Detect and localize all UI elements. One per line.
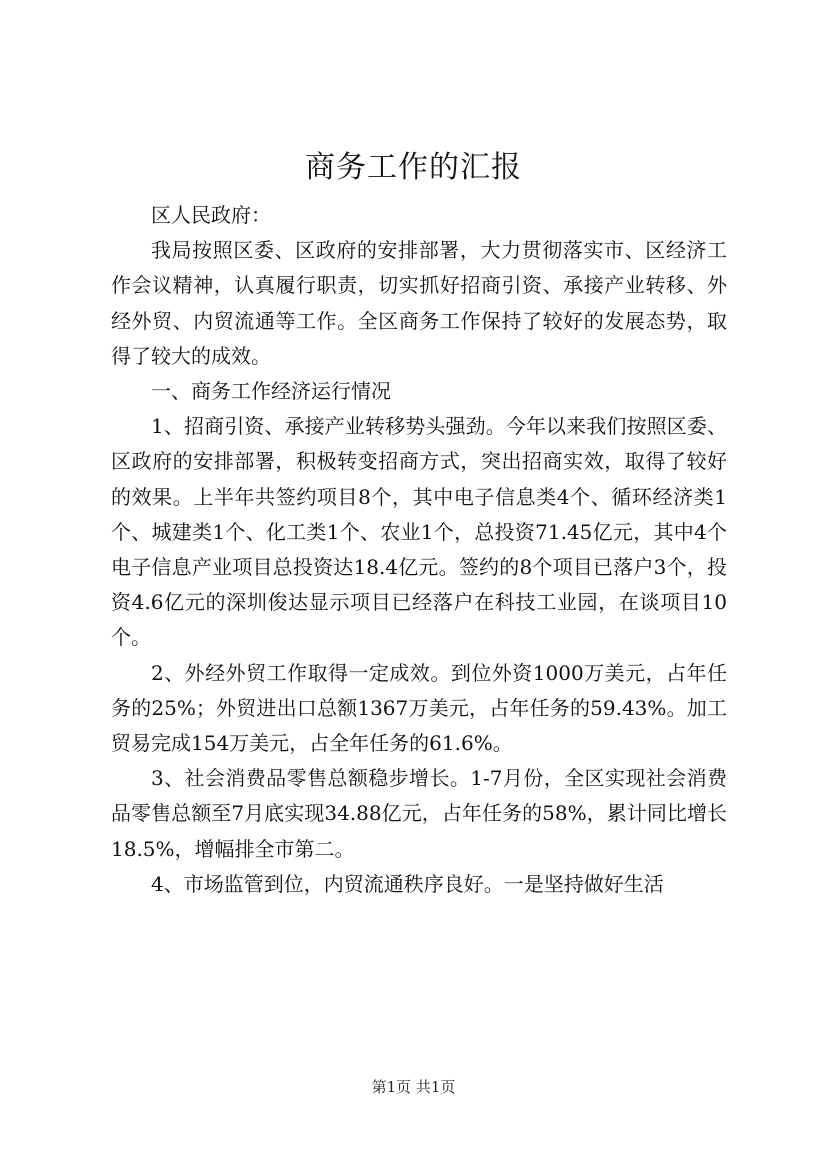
salutation: 区人民政府： (151, 203, 271, 227)
document-body (111, 198, 727, 902)
section-heading: 一、商务工作经济运行情况 (151, 379, 391, 404)
paragraph-investment: 1、招商引资、承接产业转移势头强劲。今年以来我们按照区委、区政府的安排部署，积极转变招商方式，突出招商实效，取得了较好的效果。上半年共签约项目8个，其中电子信息类4个、循环经济类1个、城建类1个、化工类1个、农业1个，总投资71.45亿元，其中4个电子信息产业项目总投资达18.4亿元。签约的8个项目已落户3个，投资4.6亿元的深圳俊达显示项目已经落户在科技工业园，在谈项目10个。 (111, 414, 727, 650)
paragraph-market-supervision: 4、市场监管到位，内贸流通秩序良好。一是坚持做好生活 (151, 871, 664, 896)
paragraph-retail-sales: 3、社会消费品零售总额稳步增长。1-7月份，全区实现社会消费品零售总额至7月底实现34.88亿元，占年任务的58%，累计同比增长18.5%，增幅排全市第二。 (111, 766, 727, 861)
document-title: 商务工作的汇报 (305, 150, 522, 185)
paragraph-foreign-trade: 2、外经外贸工作取得一定成效。到位外资1000万美元，占年任务的25%；外贸进出口总额1367万美元，占年任务的59.43%。加工贸易完成154万美元，占全年任务的61.6%。 (111, 660, 727, 756)
page-number-footer: 第1页 共1页 (371, 1078, 456, 1096)
intro-paragraph: 我局按照区委、区政府的安排部署，大力贯彻落实市、区经济工作会议精神，认真履行职责，切实抓好招商引资、承接产业转移、外经外贸、内贸流通等工作。全区商务工作保持了较好的发展态势，取得了较大的成效。 (111, 238, 727, 368)
